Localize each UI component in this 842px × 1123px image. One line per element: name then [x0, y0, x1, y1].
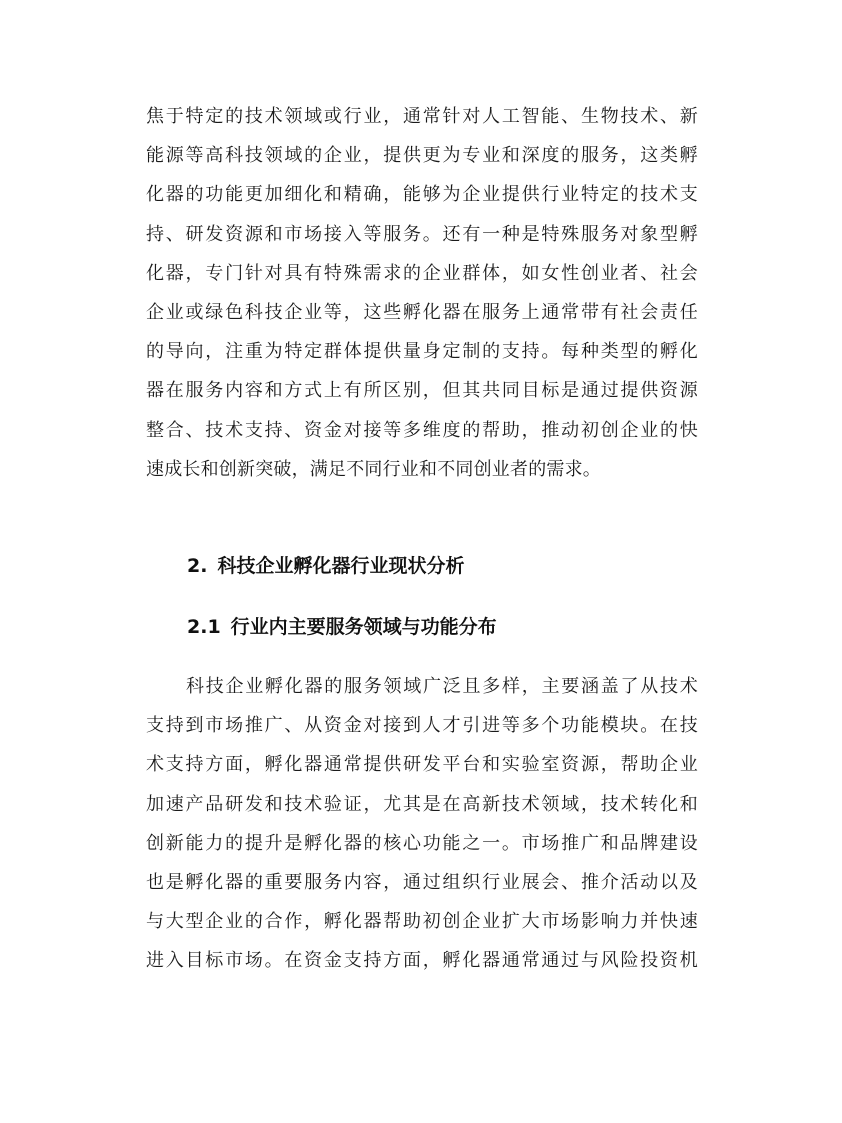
subsection-heading: [187, 612, 497, 639]
text-line: 企业或绿色科技企业等，这些孵化器在服务上通常带有社会责任: [146, 301, 698, 323]
text-line: 化器，专门针对具有特殊需求的企业群体，如女性创业者、社会: [146, 262, 698, 284]
body-paragraph-2: [146, 667, 698, 981]
text-line: 进入目标市场。在资金支持方面，孵化器通常通过与风险投资机: [146, 950, 698, 972]
text-line: 整合、技术支持、资金对接等多维度的帮助，推动初创企业的快: [146, 419, 698, 441]
text-line: 也是孵化器的重要服务内容，通过组织行业展会、推介活动以及: [146, 871, 698, 893]
text-line: 创新能力的提升是孵化器的核心功能之一。市场推广和品牌建设: [146, 832, 698, 854]
subsection-number: 2.1: [187, 616, 221, 638]
text-line: 焦于特定的技术领域或行业，通常针对人工智能、生物技术、新: [146, 106, 698, 127]
text-line: 能源等高科技领域的企业，提供更为专业和深度的服务，这类孵: [146, 145, 698, 167]
text-line: 的导向，注重为特定群体提供量身定制的支持。每种类型的孵化: [146, 341, 698, 363]
text-line: 化器的功能更加细化和精确，能够为企业提供行业特定的技术支: [146, 184, 698, 206]
text-line: 速成长和创新突破，满足不同行业和不同创业者的需求。: [146, 458, 601, 480]
text-line: 器在服务内容和方式上有所区别，但其共同目标是通过提供资源: [146, 380, 698, 402]
text-line: 术支持方面，孵化器通常提供研发平台和实验室资源，帮助企业: [146, 754, 698, 776]
text-line: 加速产品研发和技术验证，尤其是在高新技术领域，技术转化和: [146, 793, 698, 815]
text-line: 支持到市场推广、从资金对接到人才引进等多个功能模块。在技: [146, 715, 698, 737]
text-line: 与大型企业的合作，孵化器帮助初创企业扩大市场影响力并快速: [146, 911, 698, 933]
text-line: 科技企业孵化器的服务领域广泛且多样，主要涵盖了从技术: [186, 676, 698, 697]
body-paragraph-1: [146, 97, 698, 489]
section-heading: [187, 551, 464, 578]
section-number: 2.: [187, 555, 208, 577]
section-title: 科技企业孵化器行业现状分析: [217, 555, 465, 577]
subsection-title: 行业内主要服务领域与功能分布: [230, 616, 497, 638]
text-line: 持、研发资源和市场接入等服务。还有一种是特殊服务对象型孵: [146, 223, 698, 245]
